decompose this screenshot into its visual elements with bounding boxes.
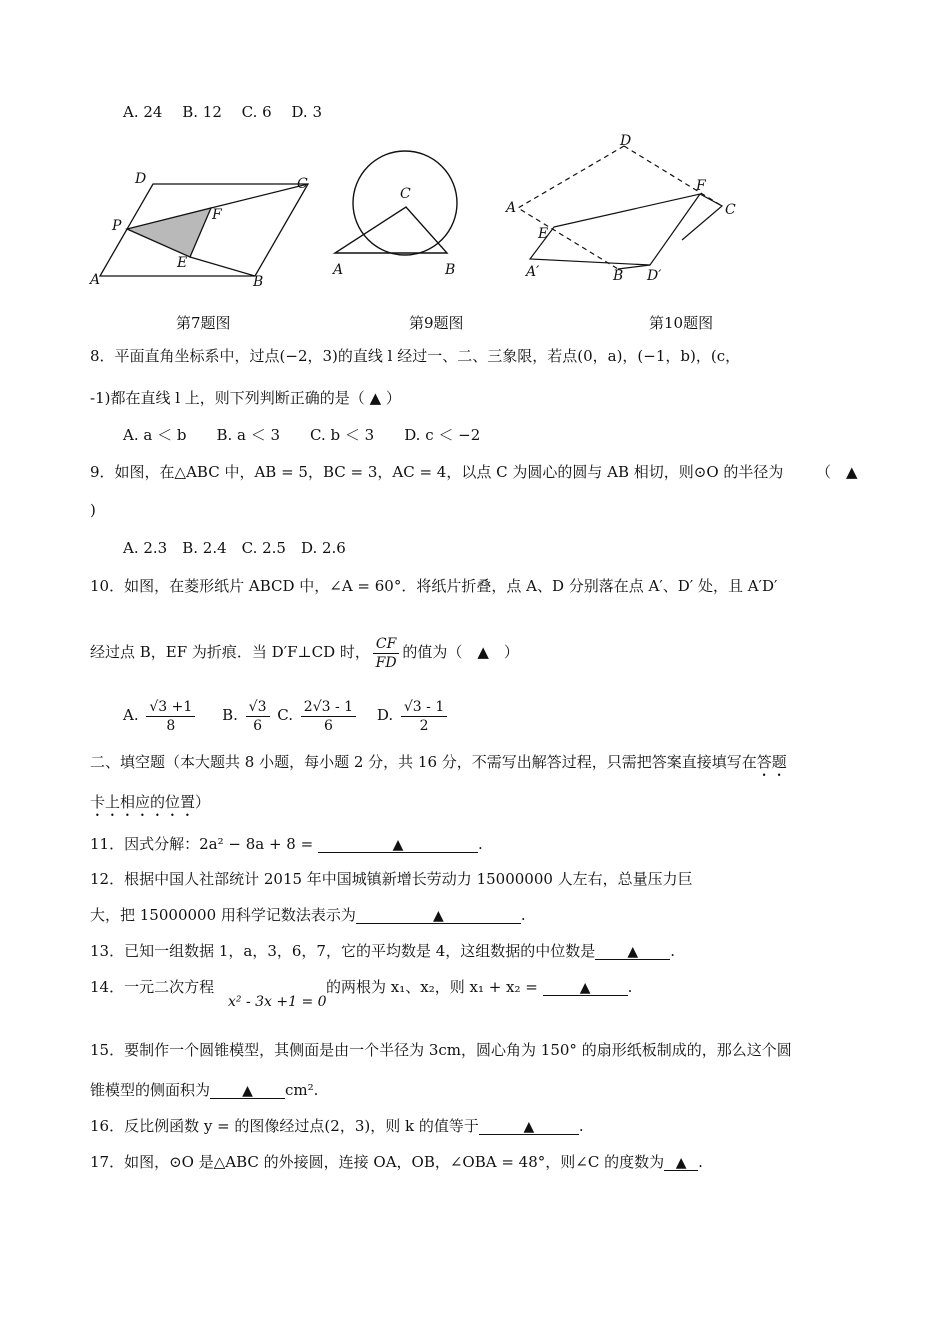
q13: [90, 941, 675, 961]
q13-post: .: [670, 942, 676, 960]
q10-opt-c-num: 2√3 - 1: [301, 698, 356, 717]
q15-line2: [90, 1080, 318, 1100]
q11-answer-blank: [318, 834, 478, 853]
section2-line2: [90, 792, 210, 820]
q10-opt-a-num: √3 +1: [146, 698, 195, 717]
q16-post: .: [578, 1117, 584, 1135]
q9-line2: ): [90, 501, 96, 519]
q8-line1: 8．平面直角坐标系中，过点(−2，3)的直线 l 经过一、二、三象限，若点(0，a)，(−1，b)，(c，: [90, 347, 741, 365]
q10-fraction: [373, 635, 399, 672]
label-f: F: [212, 207, 222, 223]
q12-line2-text: 大，把 15000000 用科学记数法表示为: [90, 906, 356, 924]
q12-answer-blank: [356, 905, 521, 924]
section2-line1: [90, 752, 787, 780]
q10-opt-c-label: C.: [277, 706, 293, 724]
section2-line1-dot: 答题: [756, 753, 787, 771]
q14: [90, 977, 214, 997]
q13-answer-blank: [595, 941, 670, 960]
q10-opt-d-num: √3 - 1: [401, 698, 447, 717]
section2-line2-post: ）: [195, 793, 211, 811]
q10-opt-a-label: A.: [123, 706, 139, 724]
q13-text: 13．已知一组数据 1，a，3，6，7，它的平均数是 4，这组数据的中位数是: [90, 942, 596, 960]
q13-triangle-mark: ▲: [627, 944, 639, 960]
label-e: E: [177, 255, 188, 271]
label-f: F: [696, 178, 706, 194]
q10-line2-post: 的值为（ ▲ ）: [402, 643, 519, 661]
label-a: A: [90, 272, 101, 288]
original-edges-dashed: [518, 146, 624, 269]
q15-answer-blank: [210, 1080, 285, 1099]
q17-text: 17．如图，⊙O 是△ABC 的外接圆，连接 OA，OB，∠OBA = 48°，则∠C 的度数为: [90, 1153, 665, 1171]
figure-7: [88, 166, 318, 292]
q10-opt-d-label: D.: [376, 706, 394, 724]
label-d-prime: D′: [647, 268, 662, 284]
section2-line1-pre: 二、填空题（本大题共 8 小题，每小题 2 分，共 16 分，不需写出解答过程，只需把答案直接填写在: [90, 753, 757, 771]
label-a-prime: A′: [526, 264, 540, 280]
label-a: A: [333, 262, 344, 278]
q17: [90, 1152, 703, 1172]
q14-text: 14．一元二次方程: [90, 978, 215, 996]
q16-text: 16．反比例函数 y = 的图像经过点(2，3)，则 k 的值等于: [90, 1117, 479, 1135]
figure-10: [500, 134, 740, 284]
q15-line1: 15．要制作一个圆锥模型，其侧面是由一个半径为 3cm，圆心角为 150° 的扇形纸板制成的，那么这个圆: [90, 1041, 792, 1059]
q11-post: .: [477, 835, 483, 853]
label-b: B: [253, 274, 264, 290]
q10-opt-d: [401, 698, 447, 735]
label-c: C: [297, 176, 308, 192]
q15-triangle-mark: ▲: [242, 1083, 253, 1099]
q15-line2-text: 锥模型的侧面积为: [90, 1081, 211, 1099]
q10-opt-a-den: 8: [166, 717, 176, 734]
caption-fig10: 第10题图: [649, 314, 714, 332]
q12-post: .: [520, 906, 526, 924]
shaded-triangle-pef: [127, 208, 211, 257]
label-c: C: [725, 202, 736, 218]
segment-eb: [190, 257, 255, 276]
q16-triangle-mark: ▲: [523, 1119, 535, 1135]
q10-line1: 10．如图，在菱形纸片 ABCD 中，∠A = 60°．将纸片折叠，点 A、D 分别落在点 A′、D′ 处，且 A′D′: [90, 577, 778, 595]
q14-answer-blank: [543, 977, 628, 996]
q10-opt-b-label: B.: [222, 706, 238, 724]
caption-fig9: 第9题图: [409, 314, 464, 332]
q11: [90, 834, 483, 854]
q10-opt-d-den: 2: [419, 717, 429, 734]
q10-opt-b: [246, 698, 270, 735]
q7-options: A. 24 B. 12 C. 6 D. 3: [123, 103, 322, 121]
q14-mid: 的两根为 x₁、x₂，则 x₁ + x₂ =: [326, 978, 538, 996]
q17-triangle-mark: ▲: [675, 1155, 687, 1171]
q9-line1-tail: （ ▲: [816, 463, 858, 481]
segment-fc: [211, 184, 308, 208]
q17-answer-blank: [664, 1152, 698, 1171]
q14-triangle-mark: ▲: [579, 980, 591, 996]
q17-post: .: [698, 1153, 703, 1171]
q8-line2: -1)都在直线 l 上，则下列判断正确的是（ ▲ ）: [90, 389, 401, 407]
q9-options: A. 2.3 B. 2.4 C. 2.5 D. 2.6: [123, 539, 346, 557]
q10-frac-num: CF: [373, 635, 399, 654]
label-c: C: [400, 186, 411, 202]
q10-line2: [90, 632, 519, 672]
q15-unit: cm².: [285, 1081, 319, 1099]
figure-9: [330, 140, 470, 288]
label-d: D: [620, 134, 632, 149]
q10-opt-b-den: 6: [253, 717, 263, 734]
q14-post: .: [627, 978, 633, 996]
q14-equation: x² - 3x +1 = 0: [228, 994, 327, 1010]
folded-quadrilateral: [530, 194, 700, 265]
q10-opt-c-den: 6: [323, 717, 333, 734]
q11-text: 11．因式分解：2a² − 8a + 8 =: [90, 835, 314, 853]
q10-opt-c: [301, 698, 356, 735]
original-edge-dc: [624, 146, 722, 206]
q12-triangle-mark: ▲: [433, 908, 444, 924]
q14-rest: [326, 977, 632, 997]
q10-options: [123, 695, 450, 735]
q16: [90, 1116, 584, 1136]
label-b: B: [613, 268, 624, 284]
q16-answer-blank: [479, 1116, 579, 1135]
q12-line2: [90, 905, 526, 925]
label-a: A: [506, 200, 517, 216]
circle-o: [353, 151, 457, 255]
q12-line1: 12．根据中国人社部统计 2015 年中国城镇新增长劳动力 15000000 人左右，总量压力巨: [90, 870, 693, 888]
caption-fig7: 第7题图: [176, 314, 231, 332]
triangle-abc: [335, 207, 447, 253]
label-d: D: [135, 171, 147, 187]
q10-line2-pre: 经过点 B，EF 为折痕．当 D′F⊥CD 时，: [90, 643, 370, 661]
section2-line2-dot: 卡上相应的位置: [90, 793, 196, 811]
edge-fcd: [682, 194, 722, 240]
label-e: E: [538, 226, 549, 242]
q8-options: A. a ＜ b B. a ＜ 3 C. b ＜ 3 D. c ＜ −2: [123, 426, 481, 444]
q10-opt-a: [146, 698, 195, 735]
label-b: B: [445, 262, 456, 278]
q9-line1: 9．如图，在△ABC 中，AB = 5，BC = 3，AC = 4，以点 C 为圆心的圆与 AB 相切，则⊙O 的半径为: [90, 463, 784, 481]
q11-triangle-mark: ▲: [392, 837, 404, 853]
q10-frac-den: FD: [375, 654, 397, 671]
q10-opt-b-num: √3: [246, 698, 270, 717]
label-p: P: [112, 218, 122, 234]
